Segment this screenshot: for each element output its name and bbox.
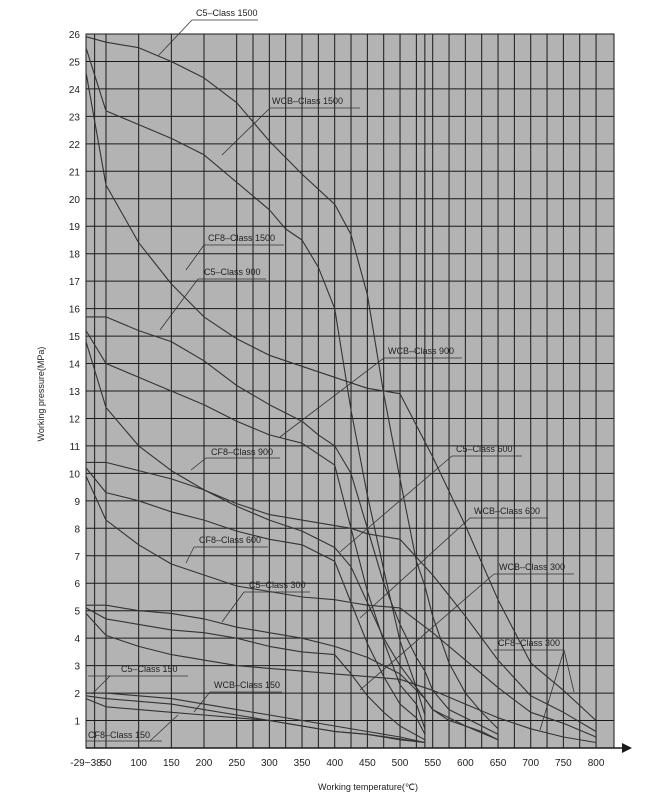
callout-label: C5–Class 1500	[196, 8, 258, 18]
x-tick-label: 600	[457, 758, 474, 769]
y-tick-label: 7	[74, 551, 80, 563]
x-tick-label: 250	[228, 758, 246, 769]
y-tick-label: 17	[68, 277, 80, 289]
x-tick-label: 200	[195, 758, 213, 769]
y-tick-label: 20	[68, 194, 80, 206]
y-tick-label: 8	[74, 524, 80, 536]
y-tick-label: 14	[68, 359, 80, 371]
y-tick-label: 23	[68, 112, 80, 124]
y-axis-title: Working pressure(MPa)	[36, 346, 46, 442]
y-tick-label: 19	[68, 222, 80, 234]
callout-label: WCB–Class 600	[474, 506, 541, 516]
callout-label: CF8–Class 150	[88, 730, 151, 740]
x-tick-label: 550	[424, 758, 442, 769]
callout-label: CF8–Class 1500	[208, 233, 276, 243]
y-tick-label: 10	[68, 469, 80, 481]
x-tick-label: 500	[391, 758, 409, 769]
y-tick-label: 24	[68, 84, 80, 96]
x-tick-label: 750	[555, 758, 572, 769]
y-tick-label: 1	[74, 716, 80, 728]
y-tick-label: 12	[68, 414, 80, 426]
x-tick-label: 450	[359, 758, 376, 769]
callout-label: WCB–Class 900	[388, 346, 455, 356]
callout-label: WCB–Class 150	[214, 680, 281, 690]
y-tick-label: 5	[74, 606, 80, 618]
y-tick-label: 11	[69, 441, 80, 453]
x-tick-label: 700	[522, 758, 540, 769]
x-tick-label: 150	[162, 758, 180, 769]
callout-label: C5–Class 150	[121, 664, 178, 674]
x-tick-label: 400	[326, 758, 344, 769]
x-tick-label: 100	[130, 758, 148, 769]
y-tick-label: 9	[74, 496, 80, 508]
callout-label: CF8–Class 900	[211, 447, 274, 457]
x-tick-label: 300	[261, 758, 278, 769]
callout-label: WCB–Class 1500	[272, 96, 344, 106]
callout-label: CF8–Class 600	[199, 535, 262, 545]
y-tick-label: 22	[68, 139, 80, 151]
callout-label: C5–Class 900	[204, 267, 261, 277]
x-axis-title: Working temperature(℃)	[318, 782, 418, 792]
callout-label: WCB–Class 300	[499, 562, 566, 572]
y-tick-label: 15	[68, 332, 80, 344]
callout-label: CF8–Class 300	[498, 638, 561, 648]
x-axis-arrow	[622, 743, 632, 753]
x-tick-label: 650	[489, 758, 507, 769]
y-tick-label: 18	[68, 249, 80, 261]
x-tick-label: 50	[100, 758, 112, 769]
y-tick-label: 3	[74, 661, 80, 673]
y-tick-label: 6	[74, 579, 80, 591]
callout-label: C5–Class 300	[249, 580, 306, 590]
y-tick-label: 2	[74, 689, 80, 701]
x-tick-label: 800	[587, 758, 605, 769]
y-tick-label: 13	[68, 387, 80, 399]
x-tick-label: -29~38	[70, 758, 102, 769]
x-tick-label: 350	[293, 758, 311, 769]
y-tick-label: 26	[68, 30, 80, 42]
y-tick-label: 25	[68, 57, 80, 69]
y-tick-label: 4	[74, 634, 80, 646]
callout-label: C5–Class 600	[456, 444, 513, 454]
y-tick-label: 16	[68, 304, 80, 316]
y-tick-label: 21	[68, 167, 80, 179]
